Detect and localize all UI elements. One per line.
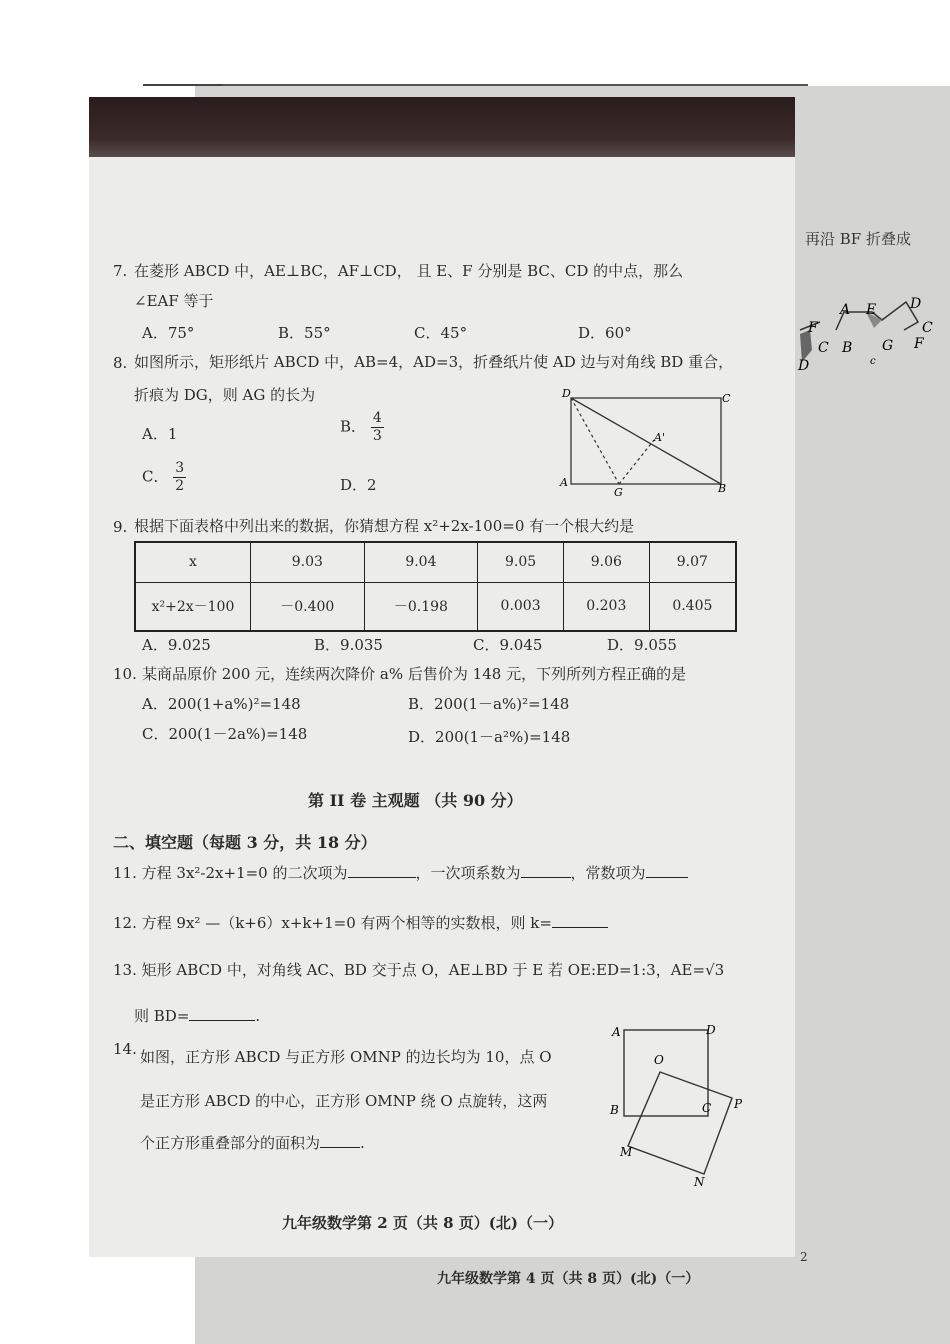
q8-c-numerator: 3 [175, 460, 185, 476]
q8-b-numerator: 4 [372, 410, 382, 426]
q13-blank[interactable] [189, 1020, 255, 1021]
table-cell: －0.400 [251, 582, 365, 631]
table-cell: 0.003 [478, 582, 564, 631]
page-number: 2 [800, 1250, 808, 1264]
q14-label-a: A [612, 1025, 621, 1039]
q8-option-c-fraction [173, 460, 186, 495]
q8-option-c-label: C． [142, 467, 169, 486]
back-page-footer: 九年级数学第 4 页（共 8 页）(北)（一） [437, 1271, 700, 1287]
table-cell: 0.405 [649, 582, 736, 631]
page-footer: 九年级数学第 2 页（共 8 页）(北)（一） [282, 1214, 563, 1232]
q9-option-c: C．9.045 [473, 636, 543, 654]
q9-option-a: A．9.025 [142, 636, 211, 654]
q9-option-b: B．9.035 [314, 636, 383, 654]
q7-option-d: D．60° [578, 324, 632, 342]
back-fig-label-d2: D [798, 358, 810, 370]
q14-label-n: N [694, 1175, 705, 1189]
q14-squares-figure [604, 1018, 750, 1190]
back-fig-label-c: C [922, 320, 933, 336]
q8-option-a: A．1 [142, 425, 178, 443]
q7-number: 7. [113, 262, 128, 280]
q14-label-p: P [734, 1097, 743, 1111]
table-row [135, 582, 736, 631]
q14-text-line2: 是正方形 ABCD 的中心，正方形 OMNP 绕 O 点旋转，这两 [140, 1092, 548, 1110]
table-cell: 9.05 [478, 542, 564, 582]
q13-text: 矩形 ABCD 中，对角线 AC、BD 交于点 O，AE⊥BD 于 E 若 OE:ED=1:3，AE=√3 [141, 961, 725, 979]
q8-option-d: D．2 [340, 476, 377, 494]
q8-label-b: B [718, 482, 727, 495]
table-cell: 0.203 [563, 582, 649, 631]
q8-b-denominator: 3 [372, 428, 382, 444]
table-cell: x [135, 542, 251, 582]
q8-label-c: C [722, 392, 731, 405]
q7-option-c: C．45° [414, 324, 468, 342]
table-cell: －0.198 [364, 582, 478, 631]
q8-text-line2: 折痕为 DG，则 AG 的长为 [134, 386, 316, 404]
q8-text: 如图所示，矩形纸片 ABCD 中，AB=4，AD=3，折叠纸片使 AD 边与对角线 BD 重合， [134, 353, 734, 371]
section2-title: 二、填空题（每题 3 分，共 18 分） [113, 833, 377, 852]
q10-option-d: D．200(1－a²%)=148 [408, 728, 571, 746]
q14-label-m: M [620, 1145, 633, 1159]
q10-option-b: B．200(1－a%)²=148 [408, 695, 570, 713]
back-fig-label-d: D [910, 296, 922, 312]
q14-blank[interactable] [320, 1147, 360, 1148]
q8-option-b-fraction [371, 410, 384, 445]
q8-label-d: D [562, 387, 571, 400]
q14-label-o: O [654, 1053, 664, 1067]
back-page-header: 再沿 BF 折叠成 [805, 230, 911, 248]
back-page-figure [796, 290, 950, 370]
table-cell: 9.03 [251, 542, 365, 582]
q12-number: 12. [113, 914, 137, 932]
q10-text: 某商品原价 200 元，连续两次降价 a% 后售价为 148 元，下列所列方程正确的是 [142, 665, 687, 683]
q8-option-b-label: B． [340, 417, 367, 436]
part2-title: 第 II 卷 主观题 （共 90 分） [308, 791, 523, 810]
q13-number: 13. [113, 961, 137, 979]
back-fig-label-c3: c [870, 356, 876, 367]
q8-c-denominator: 2 [175, 478, 185, 494]
q8-option-b [340, 410, 384, 445]
q11-blank-1[interactable] [348, 877, 416, 878]
q8-option-c [142, 460, 186, 495]
back-fig-label-f2: F [914, 336, 924, 352]
table-cell: 9.06 [563, 542, 649, 582]
q8-rectangle-figure [556, 386, 736, 498]
q14-number: 14. [113, 1040, 137, 1058]
q7-option-b: B．55° [278, 324, 331, 342]
q13-line2 [134, 1005, 260, 1026]
q10-number: 10. [113, 665, 137, 683]
table-cell: x²+2x－100 [135, 582, 251, 631]
q13-period: . [255, 1007, 261, 1025]
q11-blank-2[interactable] [521, 877, 571, 878]
shadow-band [89, 97, 795, 157]
q11-number: 11. [113, 864, 137, 882]
table-cell: 9.07 [649, 542, 736, 582]
q8-label-a-prime: A' [654, 431, 665, 444]
q14-label-b: B [610, 1103, 619, 1117]
back-fig-label-f: F [808, 320, 818, 336]
back-fig-label-c2: C [818, 340, 829, 356]
q11-text-a: 方程 3x²-2x+1=0 的二次项为 [141, 864, 348, 882]
q11-text-c: ，常数项为 [570, 864, 646, 882]
q13 [113, 959, 724, 980]
q14-text-line3 [140, 1132, 365, 1153]
q7-text-line2: ∠EAF 等于 [134, 292, 214, 310]
q7-text: 在菱形 ABCD 中，AE⊥BC，AF⊥CD， 且 E、F 分别是 BC、CD 的中点，那么 [134, 262, 684, 280]
q9-text: 根据下面表格中列出来的数据，你猜想方程 x²+2x-100=0 有一个根大约是 [134, 517, 635, 535]
q13-text2: 则 BD= [134, 1007, 190, 1025]
q14-period: . [360, 1134, 365, 1152]
top-rule [143, 84, 223, 86]
table-row [135, 542, 736, 582]
q8-number: 8. [113, 354, 128, 372]
q8-label-a: A [560, 476, 568, 489]
q8-label-g: G [614, 486, 623, 498]
q11 [113, 862, 688, 883]
q11-text-b: ，一次项系数为 [415, 864, 521, 882]
q9-data-table [134, 541, 737, 632]
table-cell: 9.04 [364, 542, 478, 582]
q10-option-c: C．200(1－2a%)=148 [142, 725, 308, 743]
q11-blank-3[interactable] [646, 877, 688, 878]
q9-number: 9. [113, 518, 128, 536]
back-fig-label-a: A [840, 302, 851, 318]
q7-option-a: A．75° [142, 324, 195, 342]
q14-label-d: D [706, 1023, 716, 1037]
q14-text3: 个正方形重叠部分的面积为 [140, 1134, 321, 1152]
back-fig-label-e: E [866, 302, 877, 318]
q14-text-line1: 如图，正方形 ABCD 与正方形 OMNP 的边长均为 10，点 O [140, 1048, 552, 1066]
back-fig-label-b: B [842, 340, 853, 356]
q9-option-d: D．9.055 [607, 636, 677, 654]
back-fig-label-g: G [882, 338, 894, 354]
q12-text: 方程 9x² —（k+6）x+k+1=0 有两个相等的实数根，则 k= [141, 914, 552, 932]
top-rule-right [223, 84, 808, 86]
q12-blank[interactable] [552, 927, 608, 928]
q14-label-c: C [702, 1101, 712, 1115]
q12 [113, 912, 608, 933]
q10-option-a: A．200(1+a%)²=148 [142, 695, 301, 713]
